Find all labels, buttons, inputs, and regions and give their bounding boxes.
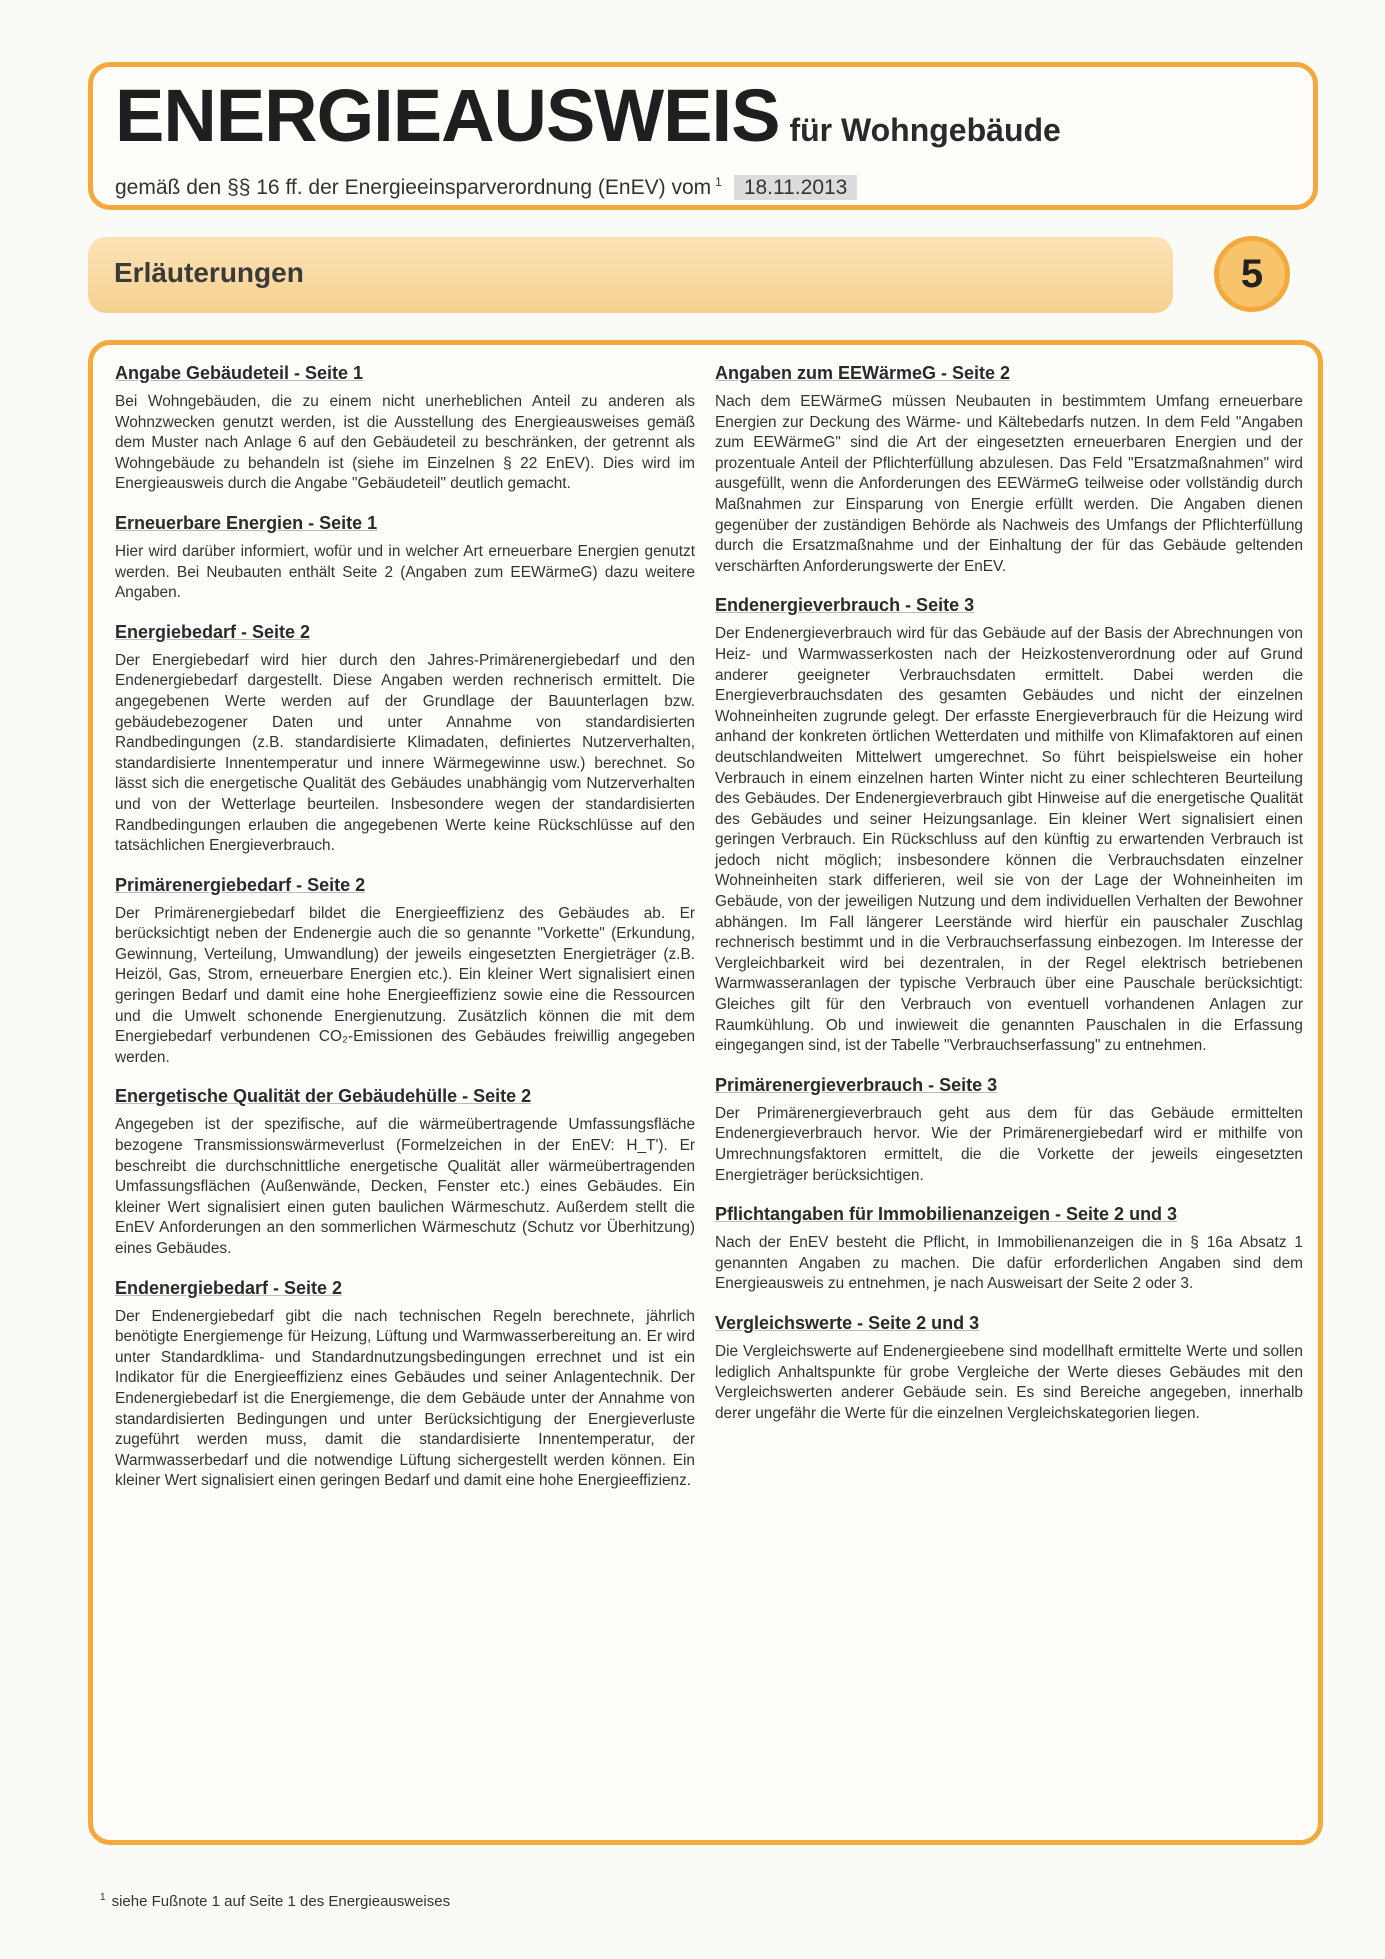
document-title [115, 73, 1061, 158]
section-heading: Pflichtangaben für Immobilienanzeigen - Seite 2 und 3 [715, 1204, 1178, 1225]
right-column [715, 363, 1303, 1442]
section-heading: Angabe Gebäudeteil - Seite 1 [115, 363, 364, 383]
section-text: Nach dem EEWärmeG müssen Neubauten in bestimmtem Umfang erneuerbare Energien zur Deckung des Wärme- und Kältebedarfs nutzen. In dem Feld "Angaben zum EEWärmeG" sind die Art der eingesetzten erneuerbaren Energien und der prozentuale Anteil der Pflichterfüllung abzulesen. Das Feld "Ersatzmaßnahmen" wird ausgefüllt, wenn die Anforderungen des EEWärmeG teilweise oder vollständig durch Maßnahmen zur Einsparung von Energie erfüllt werden. Die Angaben dienen gegenüber der zuständigen Behörde als Nachweis des Umfangs der Pflichterfüllung durch die Ersatzmaßnahme und der Einhaltung der für das Gebäude geltenden verschärften Anforderungswerte der EnEV. [715, 393, 1303, 575]
footnote [100, 1892, 450, 1910]
document-header [88, 62, 1318, 210]
section-text: Angegeben ist der spezifische, auf die wärmeübertragende Umfassungsfläche bezogene Transmissionswärmeverlust (Formelzeichen in der EnEV: H_T'). Er beschreibt die durchschnittliche energetische Qualität aller wärmeübertragenden Umfassungsflächen (Außenwände, Decken, Fenster etc.) eines Gebäudes. Ein kleiner Wert signalisiert einen guten baulichen Wärmeschutz. Außerdem stellt die EnEV Anforderungen an den sommerlichen Wärmeschutz (Schutz vor Überhitzung) eines Gebäudes. [115, 1116, 695, 1257]
title-main: ENERGIEAUSWEIS [115, 74, 780, 157]
section-text: Der Primärenergiebedarf bildet die Energieeffizienz des Gebäudes ab. Er berücksichtigt neben der Endenergie auch die so genannte "Vorkette" (Erkundung, Gewinnung, Verteilung, Umwandlung) der jeweils eingesetzten Energieträger (z.B. Heizöl, Gas, Strom, erneuerbare Energien etc.). Ein kleiner Wert signalisiert einen geringen Bedarf und damit eine hohe Energieeffizienz sowie eine die Ressourcen und die Umwelt schonende Energienutzung. Zusätzlich können die mit dem Energiebedarf verbundenen CO₂-Emissionen des Gebäudes freiwillig angegeben werden. [115, 904, 695, 1066]
section-text: Die Vergleichswerte auf Endenergieebene sind modellhaft ermittelte Werte und sollen lediglich Anhaltspunkte für grobe Vergleiche der Werte dieses Gebäudes mit den Vergleichswerten anderer Gebäude sein. Es sind Bereiche angegeben, innerhalb derer ungefähr die Werte für die einzelnen Vergleichskategorien liegen. [715, 1342, 1303, 1422]
section-text: Der Endenergieverbrauch wird für das Gebäude auf der Basis der Abrechnungen von Heiz- und Warmwasserkosten nach der Heizkostenverordnung oder auf Grund anderer geeigneter Verbrauchsdaten ermittelt. Dabei werden die Energieverbrauchsdaten des gesamten Gebäudes und nicht der einzelnen Wohneinheiten zugrunde gelegt. Der erfasste Energieverbrauch für die Heizung wird anhand der konkreten örtlichen Wetterdaten und mithilfe von Klimafaktoren auf einen deutschlandweiten Mittelwert umgerechnet. So führt beispielsweise ein hoher Verbrauch in einem einzelnen harten Winter nicht zu einer schlechteren Beurteilung des Gebäudes. Der Endenergieverbrauch gibt Hinweise auf die energetische Qualität des Gebäudes und seiner Heizungsanlage. Ein kleiner Wert signalisiert einen geringen Verbrauch. Ein Rückschluss auf den künftig zu erwartenden Verbrauch ist jedoch nicht möglich; insbesondere können die Verbrauchsdaten einzelner Wohneinheiten stark differieren, weil sie von der Lage der Wohneinheiten im Gebäude, von der jeweiligen Nutzung und dem individuellen Verhalten der Bewohner abhängen. Im Fall längerer Leerstände wird hierfür ein pauschaler Zuschlag rechnerisch bestimmt und in die Verbrauchserfassung einbezogen. Im Interesse der Vergleichbarkeit wird bei dezentralen, in der Regel elektrisch betriebenen Warmwasseranlagen der typische Verbrauch über eine Pauschale berücksichtigt: Gleiches gilt für den Verbrauch von eventuell vorhandenen Anlagen zur Raumkühlung. Ob und inwieweit die genannten Pauschalen in die Erfassung eingegangen sind, ist der Tabelle "Verbrauchserfassung" zu entnehmen. [715, 625, 1303, 1055]
explanations-box [88, 340, 1323, 1845]
section-text: Nach der EnEV besteht die Pflicht, in Immobilienanzeigen die in § 16a Absatz 1 genannten Angaben zu machen. Die dafür erforderlichen Angaben sind dem Energieausweis zu entnehmen, je nach Ausweisart der Seite 2 oder 3. [715, 1234, 1303, 1293]
issue-date: 18.11.2013 [734, 175, 858, 200]
footnote-marker: 1 [100, 1892, 106, 1903]
section-heading: Angaben zum EEWärmeG - Seite 2 [715, 363, 1011, 383]
section-heading: Energiebedarf - Seite 2 [115, 621, 311, 642]
page-number-badge: 5 [1214, 236, 1290, 312]
section-text: Der Primärenergieverbrauch geht aus dem für das Gebäude ermittelten Endenergieverbrauch hervor. Wie der Primärenergiebedarf wird er mithilfe von Umrechnungsfaktoren ermittelt, die die Vorkette der jeweils eingesetzten Energieträger berücksichtigen. [715, 1104, 1303, 1184]
section-heading: Endenergiebedarf - Seite 2 [115, 1277, 343, 1298]
section-text: Der Energiebedarf wird hier durch den Jahres-Primärenergiebedarf und den Endenergiebedarf dargestellt. Diese Angaben werden rechnerisch ermittelt. Die angegebenen Werte werden auf der Grundlage der Bauunterlagen bzw. gebäudebezogener Daten und unter Annahme von standardisierten Randbedingungen (z.B. standardisierte Klimadaten, definiertes Nutzerverhalten, standardisierte Innentemperatur und innere Wärmegewinne usw.) berechnet. So lässt sich die energetische Qualität des Gebäudes unabhängig vom Nutzerverhalten und von der Wetterlage beurteilen. Insbesondere wegen der standardisierten Randbedingungen erlauben die angegebenen Werte keine Rückschlüsse auf den tatsächlichen Energieverbrauch. [115, 651, 695, 855]
subtitle-text: gemäß den §§ 16 ff. der Energieeinsparverordnung (EnEV) vom [115, 176, 712, 199]
section-text: Bei Wohngebäuden, die zu einem nicht unerheblichen Anteil zu anderen als Wohnzwecken genutzt werden, ist die Ausstellung des Energieausweises gemäß dem Muster nach Anlage 6 auf den Gebäudeteil zu beschränken, der getrennt als Wohngebäude zu behandeln ist (siehe im Einzelnen § 22 EnEV). Dies wird im Energieausweis durch die Angabe "Gebäudeteil" deutlich gemacht. [115, 393, 695, 493]
section-heading: Erneuerbare Energien - Seite 1 [115, 512, 378, 533]
section-bar [88, 237, 1173, 313]
footnote-marker: 1 [715, 175, 722, 189]
section-heading: Energetische Qualität der Gebäudehülle - Seite 2 [115, 1086, 532, 1107]
left-column [115, 363, 695, 1510]
section-text: Der Endenergiebedarf gibt die nach technischen Regeln berechnete, jährlich benötigte Energiemenge für Heizung, Lüftung und Warmwasserbereitung an. Er wird unter Standardklima- und Standardnutzungsbedingungen errechnet und ist ein Indikator für die Energieeffizienz eines Gebäudes und seiner Anlagentechnik. Der Endenergiebedarf ist die Energiemenge, die dem Gebäude unter der Annahme von standardisierten Bedingungen und unter Berücksichtigung der Energieverluste zugeführt werden muss, damit die standardisierte Innentemperatur, der Warmwasserbedarf und die notwendige Lüftung sichergestellt werden können. Ein kleiner Wert signalisiert einen geringen Bedarf und damit eine hohe Energieeffizienz. [115, 1307, 695, 1490]
section-title: Erläuterungen [114, 257, 304, 288]
section-heading: Vergleichswerte - Seite 2 und 3 [715, 1312, 980, 1333]
footnote-text: siehe Fußnote 1 auf Seite 1 des Energieausweises [111, 1893, 451, 1910]
section-heading: Primärenergieverbrauch - Seite 3 [715, 1074, 998, 1095]
section-heading: Primärenergiebedarf - Seite 2 [115, 874, 366, 895]
section-heading: Endenergieverbrauch - Seite 3 [715, 595, 975, 616]
document-subtitle [115, 175, 857, 200]
section-text: Hier wird darüber informiert, wofür und in welcher Art erneuerbare Energien genutzt werden. Bei Neubauten enthält Seite 2 (Angaben zum EEWärmeG) dazu weitere Angaben. [115, 542, 695, 602]
title-sub: für Wohngebäude [789, 112, 1061, 148]
